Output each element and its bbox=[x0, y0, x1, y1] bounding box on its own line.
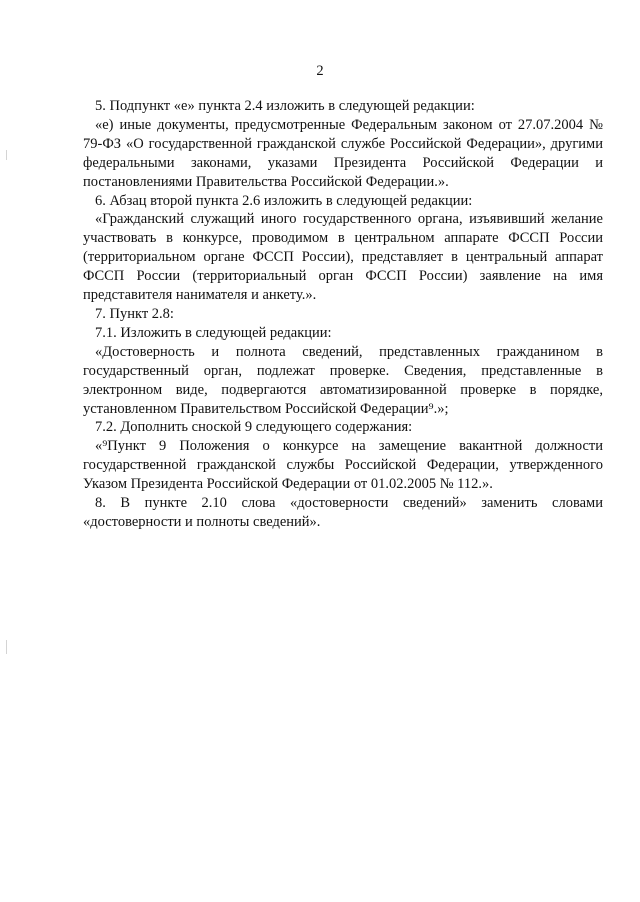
paragraph-6-text: «Гражданский служащий иного государственного органа, изъявивший желание участвовать в конкурсе, проводимом в центральном аппарате ФССП России (территориальном органе ФССП России), представляет в центральный аппарат ФССП России (территориальный орган ФССП России) заявление на имя представителя нанимателя и анкету.». bbox=[83, 211, 603, 304]
paragraph-7-2-heading: 7.2. Дополнить сноской 9 следующего содержания: bbox=[95, 419, 413, 436]
paragraph-7-2-text: «⁹Пункт 9 Положения о конкурсе на замещение вакантной должности государственной гражданской службы Российской Федерации, утвержденного Указом Президента Российской Федерации от 01.02.2005 № 112.». bbox=[83, 438, 603, 493]
scan-margin-mark bbox=[6, 150, 7, 160]
paragraph-6-heading: 6. Абзац второй пункта 2.6 изложить в следующей редакции: bbox=[95, 192, 473, 209]
paragraph-7-1-text: «Достоверность и полнота сведений, представленных гражданином в государственный орган, подлежат проверке. Сведения, представленные в электронном виде, подвергаются автоматизированной проверке в порядке, установленном Правительством Российской Федерации⁹.»; bbox=[83, 343, 603, 417]
paragraph-8-text: 8. В пункте 2.10 слова «достоверности сведений» заменить словами «достоверности и полноты сведений». bbox=[83, 495, 603, 530]
paragraph-7-heading: 7. Пункт 2.8: bbox=[95, 305, 174, 322]
paragraph-5-text: «е) иные документы, предусмотренные Федеральным законом от 27.07.2004 № 79-ФЗ «О государственной гражданской службе Российской Федерации», другими федеральными законами, указами Президента Российской Федерации и постановлениями Правительства Российской Федерации.». bbox=[83, 116, 603, 190]
page-number: 2 bbox=[316, 63, 324, 79]
scan-margin-mark bbox=[6, 640, 7, 654]
paragraph-5-heading: 5. Подпункт «е» пункта 2.4 изложить в следующей редакции: bbox=[95, 98, 475, 114]
document-body bbox=[83, 97, 603, 532]
paragraph-7-1-heading: 7.1. Изложить в следующей редакции: bbox=[95, 324, 332, 341]
